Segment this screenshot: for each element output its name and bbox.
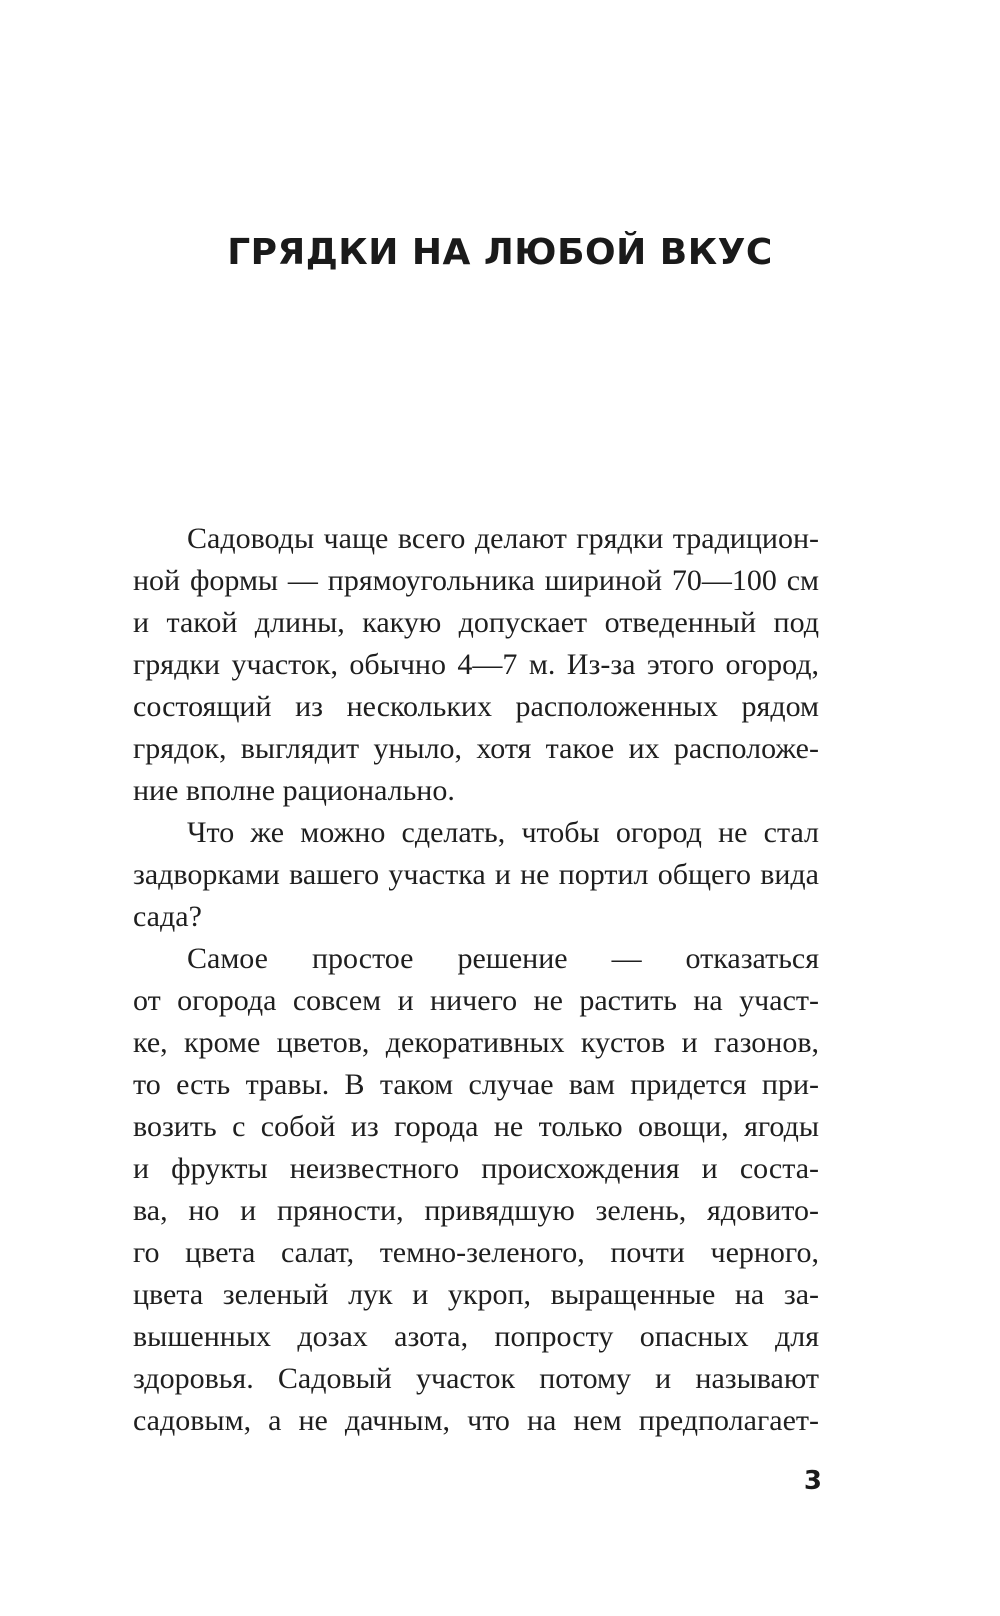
chapter-title: ГРЯДКИ НА ЛЮБОЙ ВКУС — [227, 232, 773, 273]
page-number: 3 — [803, 1466, 822, 1496]
text-line: садовым, а не дачным, что на нем предполагает- — [133, 1404, 819, 1437]
text-line: ной формы — прямоугольника шириной 70—100 см — [133, 564, 819, 597]
text-line: вышенных дозах азота, попросту опасных для — [133, 1320, 819, 1353]
text-line: ва, но и пряности, привядшую зелень, ядовито- — [133, 1194, 819, 1227]
text-line: задворками вашего участка и не портил общего вида — [133, 858, 819, 891]
text-line: возить с собой из города не только овощи, ягоды — [133, 1110, 819, 1143]
text-line: ке, кроме цветов, декоративных кустов и газонов, — [133, 1026, 819, 1059]
text-line: цвета зеленый лук и укроп, выращенные на за- — [133, 1278, 819, 1311]
text-line: грядок, выглядит уныло, хотя такое их расположе- — [133, 732, 819, 765]
text-line: то есть травы. В таком случае вам придется при- — [133, 1068, 819, 1101]
text-line: сада? — [133, 900, 202, 933]
text-line: Садоводы чаще всего делают грядки традицион- — [187, 522, 819, 555]
text-line: ние вполне рационально. — [133, 774, 455, 807]
text-line: от огорода совсем и ничего не растить на участ- — [133, 984, 819, 1017]
text-line: Что же можно сделать, чтобы огород не стал — [187, 816, 819, 849]
text-line: го цвета салат, темно-зеленого, почти черного, — [133, 1236, 819, 1269]
text-line: состоящий из нескольких расположенных рядом — [133, 690, 819, 723]
text-line: и фрукты неизвестного происхождения и соста- — [133, 1152, 819, 1185]
text-line: и такой длины, какую допускает отведенный под — [133, 606, 819, 639]
text-line: Самое простое решение — отказаться — [187, 942, 819, 975]
text-line: грядки участок, обычно 4—7 м. Из-за этого огород, — [133, 648, 819, 681]
body-text — [133, 518, 819, 1442]
text-line: здоровья. Садовый участок потому и называют — [133, 1362, 819, 1395]
